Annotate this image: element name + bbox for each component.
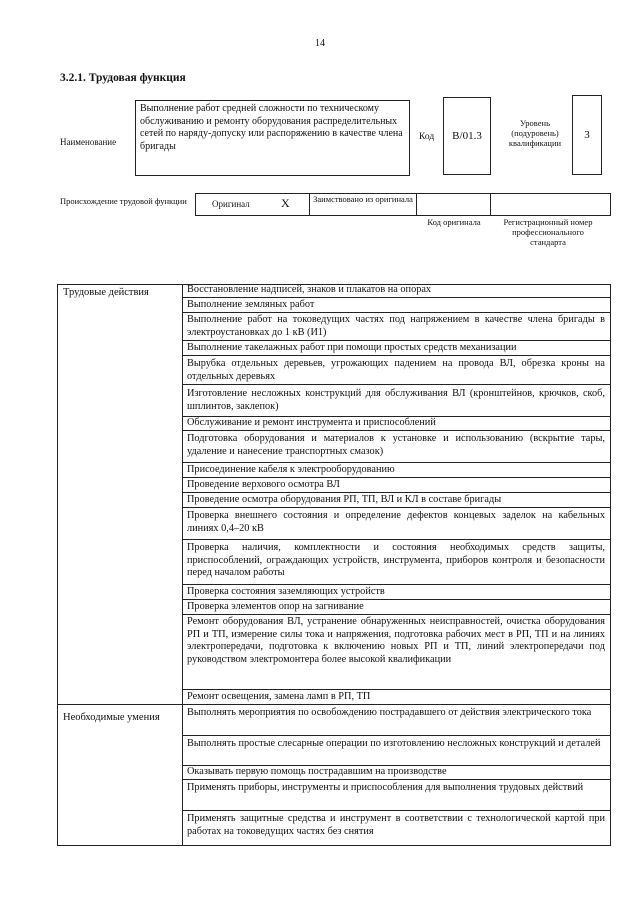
original-label: Оригинал [212,199,250,209]
origin-label: Происхождение трудовой функции [60,196,187,206]
row-divider [182,735,611,736]
row-divider [182,507,611,508]
level-label: Уровень (подуровень) квалификации [508,118,562,148]
action-item: Проверка внешнего состояния и определение дефектов концевых заделок на кабельных линиях 0,4–20 кВ [187,510,605,534]
action-item: Выполнение работ на токоведущих частях под напряжением в качестве члена бригады в электроустановках до 1 кВ (И1) [187,314,605,338]
action-item: Проверка состояния заземляющих устройств [187,586,385,597]
action-item: Восстановление надписей, знаков и плакатов на опорах [187,284,432,295]
actions-label: Трудовые действия [63,287,149,298]
action-item: Выполнение такелажных работ при помощи простых средств механизации [187,342,517,353]
row-divider [182,340,611,341]
action-item: Проверка элементов опор на загнивание [187,601,364,612]
row-divider [182,312,611,313]
origin-divider-3 [490,193,491,216]
function-name-text: Выполнение работ средней сложности по техническому обслуживанию и ремонту оборудования распределительных сетей по наряду-допуску или распоряжению в качестве члена бригады [140,103,403,153]
origin-divider-1 [309,193,310,216]
action-item: Проведение верхового осмотра ВЛ [187,479,340,490]
code-caption: Код оригинала [427,217,481,227]
action-item: Изготовление несложных конструкций для обслуживания ВЛ (кронштейнов, крючков, скоб, шплинтов, заклепок) [187,388,605,412]
section-title: 3.2.1. Трудовая функция [60,72,186,84]
row-divider [182,430,611,431]
row-divider [182,584,611,585]
skill-item: Оказывать первую помощь пострадавшим на производстве [187,766,447,777]
row-divider [182,384,611,385]
action-item: Ремонт оборудования ВЛ, устранение обнаруженных неисправностей, очистка оборудования РП и ТП, измерение силы тока и напряжения, подготовка рабочих мест в РП, ТП и на линиях электропередачи, подготовка к включению новых РП и ТП, линий электропередачи под руководством электромонтера более высокой квалификации [187,616,605,665]
table-column-divider [182,284,183,846]
action-item: Выполнение земляных работ [187,299,315,310]
row-divider [182,492,611,493]
row-divider [182,297,611,298]
page-number: 14 [315,38,325,49]
section-divider [57,704,611,705]
skill-item: Выполнять мероприятия по освобождению пострадавшего от действия электрического тока [187,707,592,718]
code-label: Код [419,132,435,142]
code-value-box [443,97,491,175]
row-divider [182,462,611,463]
skill-item: Выполнять простые слесарные операции по изготовлению несложных конструкций и деталей [187,738,601,749]
row-divider [182,810,611,811]
function-name-box [135,100,410,176]
row-divider [182,599,611,600]
skill-item: Применять защитные средства и инструмент в соответствии с технологической картой при работах на токоведущих частях без снятия [187,813,605,837]
code-value: B/01.3 [452,130,482,142]
row-divider [182,477,611,478]
level-value-box [572,95,602,175]
row-divider [182,779,611,780]
original-mark: X [281,196,290,210]
name-label: Наименование [60,137,117,147]
row-divider [182,355,611,356]
row-divider [182,689,611,690]
action-item: Присоединение кабеля к электрооборудованию [187,464,395,475]
action-item: Проведение осмотра оборудования РП, ТП, ВЛ и КЛ в составе бригады [187,494,502,505]
action-item: Подготовка оборудования и материалов к установке и использованию (вскрытие тары, удаление и нанесение транспортных смазок) [187,433,605,457]
borrowed-label: Заимствовано из оригинала [313,194,413,204]
skill-item: Применять приборы, инструменты и приспособления для выполнения трудовых действий [187,782,584,793]
row-divider [182,614,611,615]
origin-divider-2 [416,193,417,216]
level-value: 3 [584,129,590,141]
action-item: Обслуживание и ремонт инструмента и приспособлений [187,417,436,428]
action-item: Ремонт освещения, замена ламп в РП, ТП [187,691,371,702]
row-divider [182,539,611,540]
reg-number-caption: Регистрационный номер профессионального стандарта [503,217,593,247]
action-item: Вырубка отдельных деревьев, угрожающих падением на провода ВЛ, обрезка кроны на отдельных деревьях [187,358,605,382]
action-item: Проверка наличия, комплектности и состояния необходимых средств защиты, приспособлений, ограждающих устройств, инструмента, приборов контроля и безопасности перед началом работы [187,542,605,578]
skills-label: Необходимые умения [63,712,160,723]
